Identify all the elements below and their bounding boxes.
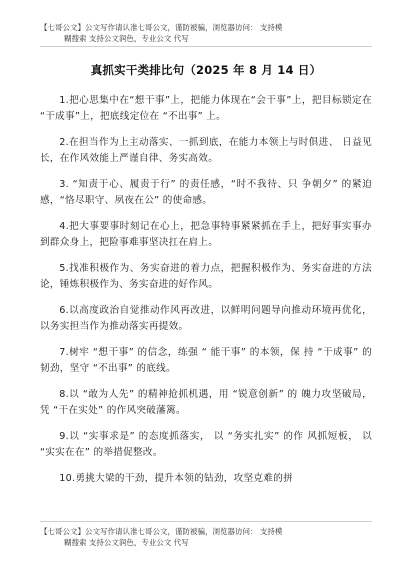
page-footer bbox=[40, 526, 380, 548]
document-body bbox=[40, 93, 372, 498]
footer-divider bbox=[40, 521, 372, 522]
paragraph-2: 2.在担当作为上主动落实、一抓到底，在能力本领上与时俱进、 日益见长，在作风效能上严谨自律、务实高效。 bbox=[40, 137, 372, 164]
header-line-2: 糊搜索 支持公文润色，专业公文 代写 bbox=[64, 34, 189, 43]
paragraph-5: 5.找准积极作为、务实奋进的着力点，把握积极作为、务实奋进的方法论，锤炼积极作为、务实奋进的好作风。 bbox=[40, 263, 372, 290]
paragraph-4: 4.把大事要事时刻记在心上，把急事特事紧紧抓在手上，把好事实事办到群众身上，把险事难事坚决扛在肩上。 bbox=[40, 221, 372, 248]
footer-line-1: 【七哥公文】公文写作请认准七哥公文，谨防被骗，浏览器访问： 支持模 bbox=[40, 527, 283, 536]
footer-line-2: 糊搜索 支持公文润色，专业公文 代写 bbox=[64, 538, 189, 547]
paragraph-9: 9.以 “实事求是” 的态度抓落实， 以 “务实扎实” 的作 风抓短板， 以 “实实在在” 的举措促整改。 bbox=[40, 431, 372, 458]
header-divider bbox=[40, 46, 372, 47]
paragraph-1: 1.把心思集中在“想干事”上，把能力体现在“会干事”上，把目标锁定在 “干成事”上，把底线定位在 “不出事” 上。 bbox=[40, 95, 372, 122]
paragraph-10: 10.勇挑大梁的干劲，提升本领的钻劲，攻坚克难的拼 bbox=[59, 473, 294, 484]
paragraph-3: 3. “知责于心、履责于行” 的责任感，“时不我待、只 争朝夕” 的紧迫感，“恪尽职守、夙夜在公” 的使命感。 bbox=[40, 179, 372, 206]
paragraph-8: 8.以 “敢为人先” 的精神抢抓机遇，用 “锐意创新” 的 魄力攻坚破局，凭 “干在实处” 的作风突破藩篱。 bbox=[40, 389, 372, 416]
paragraph-7: 7.树牢 “想干事” 的信念，练强 “ 能干事” 的本领，保 持 “干成事” 的韧劲，坚守 “不出事” 的底线。 bbox=[40, 347, 372, 374]
document-title: 真抓实干类排比句（2025 年 8 月 14 日） bbox=[90, 63, 322, 77]
header-line-1: 【七哥公文】公文写作请认准七哥公文，谨防被骗，浏览器访问： 支持模 bbox=[40, 23, 283, 32]
page-header bbox=[40, 22, 380, 44]
paragraph-6: 6.以高度政治自觉推动作风再改进，以鲜明问题导向推动环境再优化， 以务实担当作为推动落实再提效。 bbox=[40, 305, 372, 332]
